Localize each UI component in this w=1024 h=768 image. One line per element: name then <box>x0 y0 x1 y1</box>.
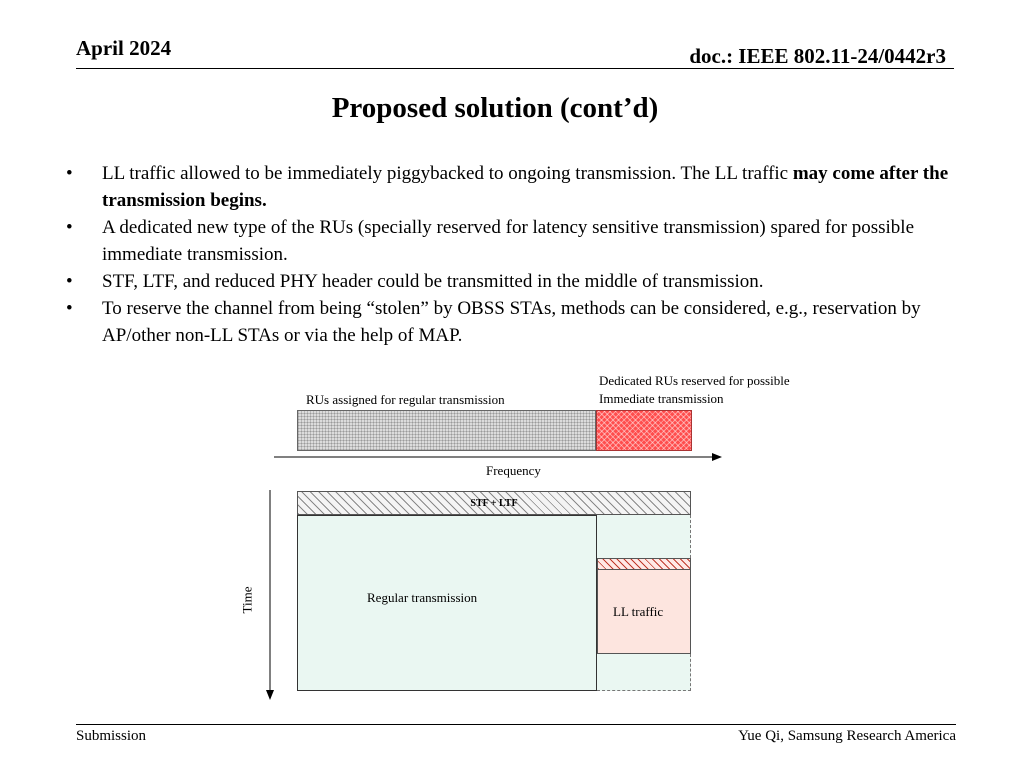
reserved-idle-top <box>597 515 691 558</box>
regular-transmission-label: Regular transmission <box>367 590 478 605</box>
bullet-text: A dedicated new type of the RUs (specially reserved for latency sensitive transmission) spared for possible immediate transmission. <box>102 217 915 265</box>
footer-author: Yue Qi, Samsung Research America <box>738 728 956 744</box>
regular-rus-block <box>297 410 596 451</box>
reserved-idle-bottom <box>597 654 691 691</box>
ll-stf-ltf-block <box>597 558 691 570</box>
bullet-item-2 <box>66 214 986 268</box>
bullet-bold-text: may come after the transmission begins. <box>102 163 949 211</box>
time-label: Time <box>239 586 255 614</box>
bullet-text: LL traffic allowed to be immediately piggybacked to ongoing transmission. The LL traffic <box>102 163 793 184</box>
slide-title: Proposed solution (cont’d) <box>331 92 659 124</box>
footer-submission: Submission <box>76 728 147 744</box>
bullet-item-3 <box>66 268 986 295</box>
dedicated-rus-label-line1: Dedicated RUs reserved for possible <box>599 373 790 388</box>
bullet-marker: • <box>66 217 73 238</box>
header-doc-id: doc.: IEEE 802.11-24/0442r3 <box>689 44 946 68</box>
bullet-item-1 <box>66 160 986 214</box>
bullet-text: STF, LTF, and reduced PHY header could be transmitted in the middle of transmission. <box>102 271 764 292</box>
stf-ltf-block: STF + LTF <box>297 491 691 515</box>
bullet-text: To reserve the channel from being “stolen” by OBSS STAs, methods can be considered, e.g., reservation by AP/other non-LL STAs or via the help of MAP. <box>102 298 921 346</box>
header-date: April 2024 <box>76 36 172 60</box>
ll-traffic-label: LL traffic <box>613 604 664 619</box>
footer-rule <box>76 724 956 725</box>
bullet-list <box>66 160 986 349</box>
bullet-item-4 <box>66 295 986 349</box>
regular-rus-label: RUs assigned for regular transmission <box>306 392 505 407</box>
time-axis-arrow <box>262 488 278 708</box>
bullet-marker: • <box>66 298 73 319</box>
bullet-marker: • <box>66 271 73 292</box>
bullet-marker: • <box>66 163 73 184</box>
frequency-label: Frequency <box>486 463 541 478</box>
dedicated-rus-block <box>596 410 692 451</box>
header-rule <box>76 68 954 69</box>
dedicated-rus-label-line2: Immediate transmission <box>599 391 724 406</box>
